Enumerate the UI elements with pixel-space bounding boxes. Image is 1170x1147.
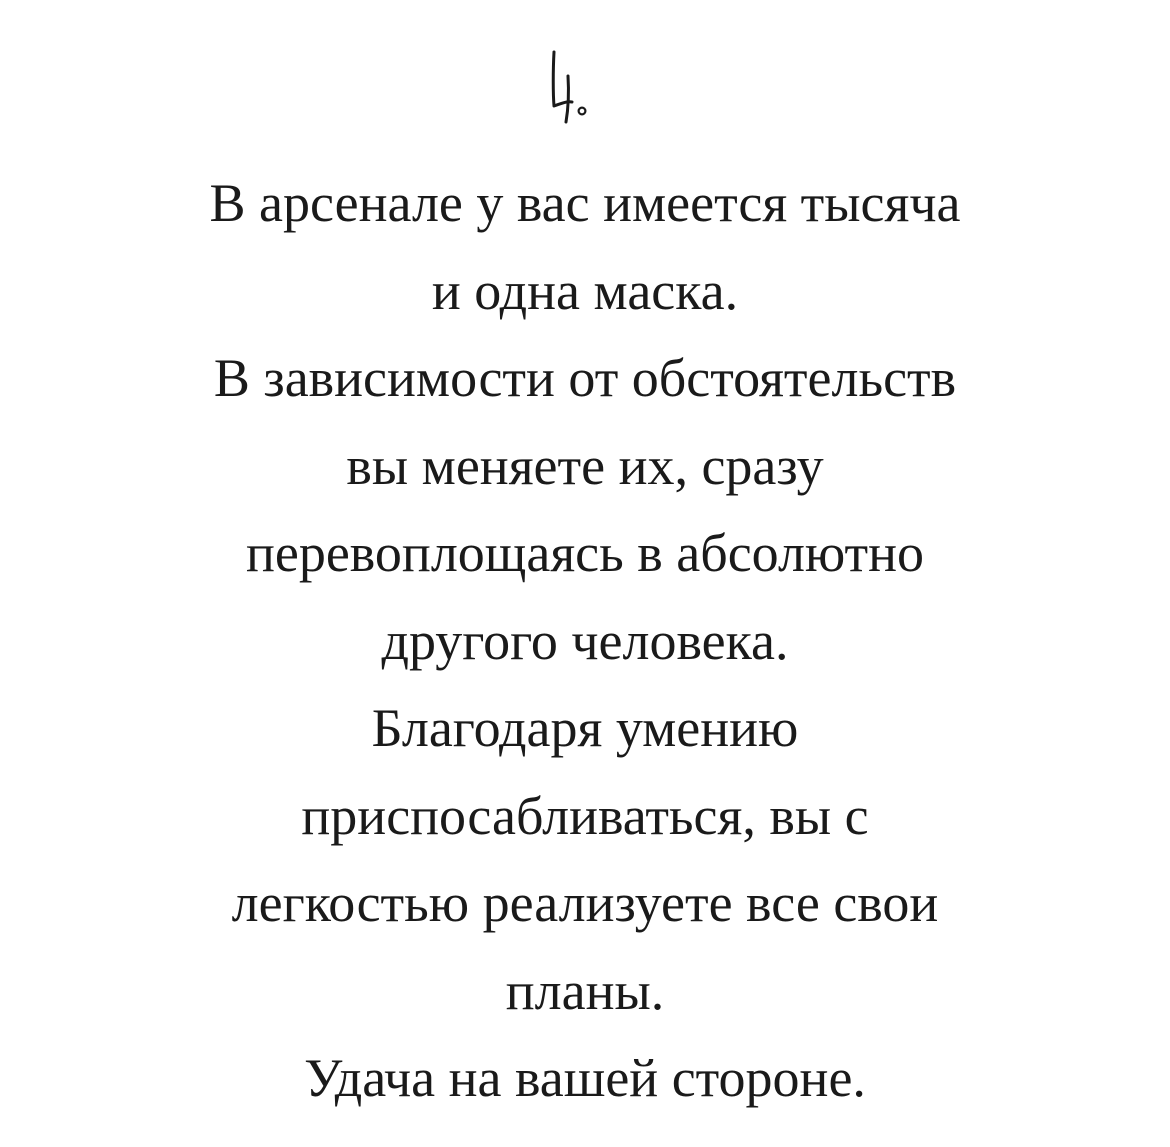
text-line: приспосабливаться, вы с <box>301 785 869 846</box>
text-line: вы меняете их, сразу <box>346 435 824 496</box>
item-number-text <box>548 124 549 125</box>
text-line: В арсенале у вас имеется тысяча <box>209 173 961 233</box>
text-line: В зависимости от обстоятельств <box>213 348 957 408</box>
text-line: Удача на вашей стороне. <box>304 1048 866 1108</box>
text-line: легкостью реализуете все свои <box>231 873 939 933</box>
text-line: другого человека. <box>381 610 789 671</box>
horoscope-text <box>0 160 1170 1123</box>
text-line: Благодаря умению <box>371 698 799 758</box>
handwritten-number-glyph <box>548 44 608 124</box>
handwritten-number <box>548 44 608 124</box>
text-line: перевоплощаясь в абсолютно <box>245 523 925 583</box>
text-line: и одна маска. <box>431 260 739 321</box>
text-line: планы. <box>505 960 665 1021</box>
